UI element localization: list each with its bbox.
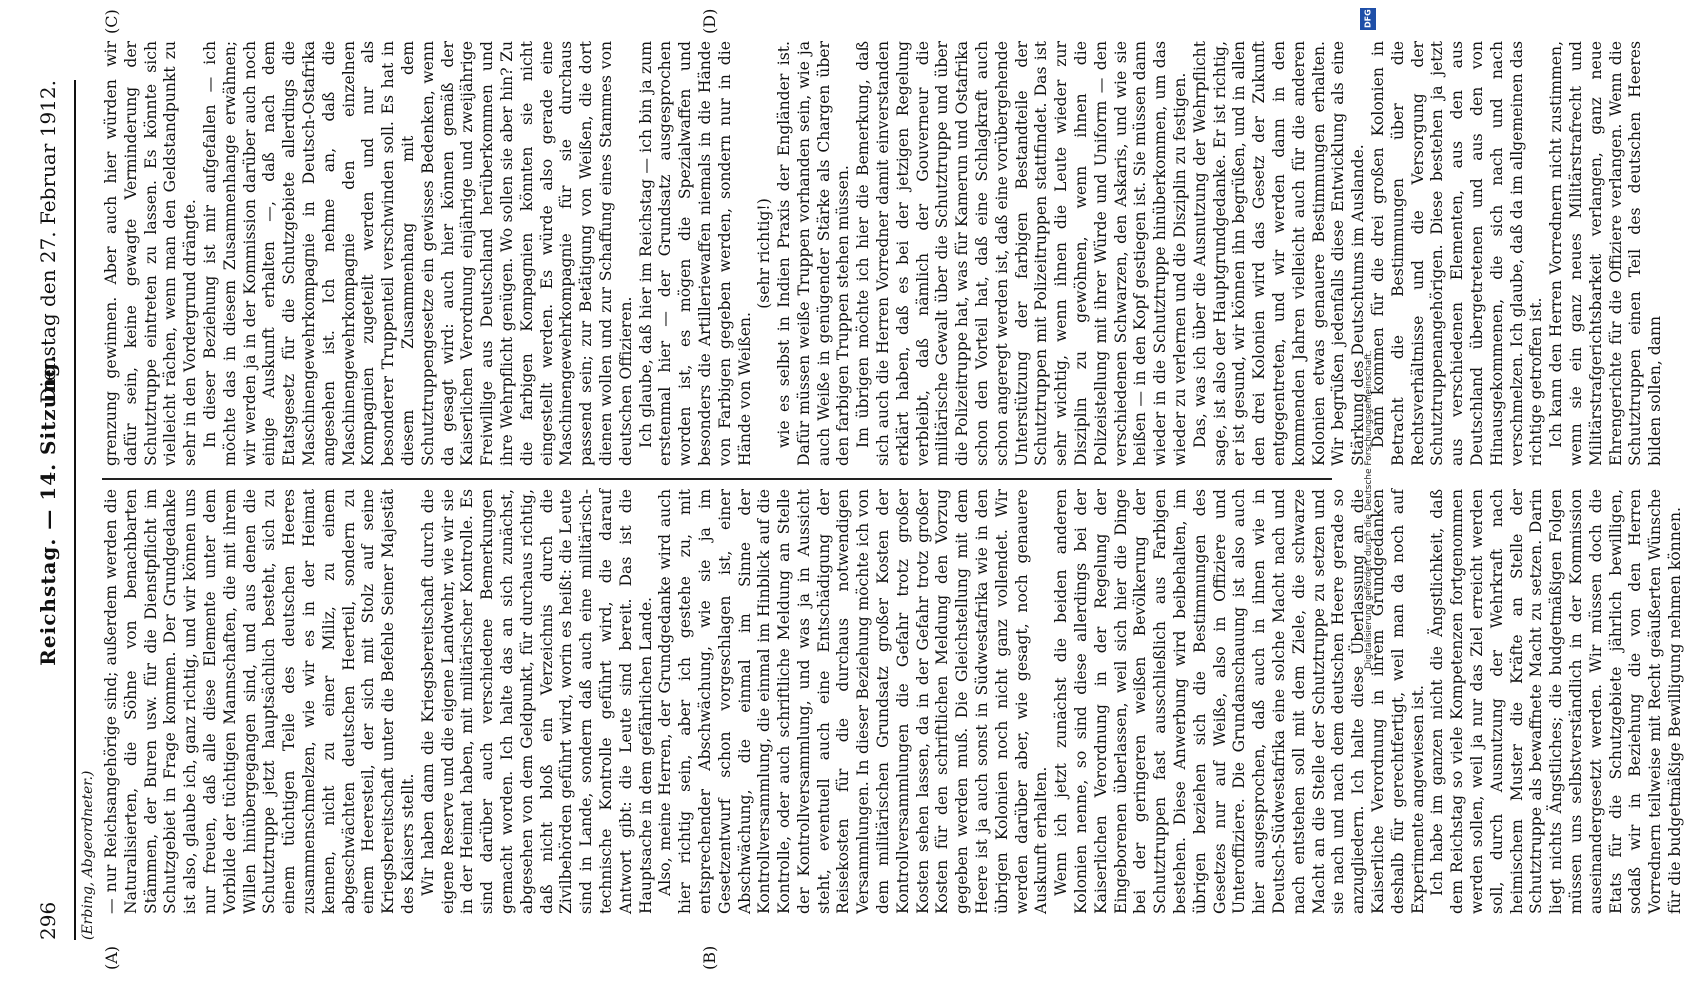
paragraph: Ich habe im ganzen nicht die Ängstlichkeit, daß dem Reichstag so viele Kompetenzen fortgenommen werden sollen, weil ja nur das Ziel erreicht werden soll, durch Ausnutzung der Wehrkraft nach heimischem Muster die Kräfte an Stelle der Schutztruppe als bewaffnete Macht zu setzen. Darin liegt nichts Ängstliches; die budgetmäßigen Folgen müssen uns selbstverständlich in der Kommission auseinandergesetzt werden. Wir müssen doch die Etats für die Schutzgebiete jährlich bewilligen, sodaß wir in Beziehung die von den Herren Vorrednern teilweise mit Recht geäußerten Wünsche für die budgetmäßige Bewilligung nehmen können. (1428, 489, 1684, 914)
page-number: 296 (36, 901, 60, 940)
paragraph: Im übrigen möchte ich hier die Bemerkung, daß sich auch die Herren Vorredner damit einverstanden erklärt haben, daß es bei der jetzigen Regelung verbleibt, daß nämlich der Gouverneur die militärische Gewalt über die Schutztruppe und über die Polizeitruppe hat, was für Kamerun und Ostafrika schon den Vorteil hat, daß eine Schlagkraft auch schon angeregt werden ist, daß eine vorübergehende Unterstützung der farbigen Bestandteile der Schutztruppen mit Polizeitruppen stattfindet. Das ist sehr wichtig, wenn ihnen die Leute wieder zur Disziplin zu gewöhnen, wenn ihnen die Polizeistellung mit ihrer Würde und Uniform — den verschiedenen Schwarzen, den Askaris, und wie sie heißen — in den Kopf gestiegen ist. Sie müssen dann wieder in die Schutztruppe hinüberkommen, um das wieder zu verlernen und die Disziplin zu festigen. (854, 41, 1190, 466)
paragraph: wie es selbst in Indien Praxis der Engländer ist. Dafür müssen weiße Truppen vorhanden sein, wie ja auch Weiße in genügender Stärke als Chargen über den farbigen Truppen stehen müssen. (775, 41, 853, 466)
paragraph: Wir haben dann die Kriegsbereitschaft durch die eigene Reserve und die eigene Landwehr, wie wir sie in der Heimat haben, mit militärischer Kontrolle. Es sind darüber auch verschiedene Bemerkungen gemacht worden. Ich halte das an sich zunächst, abgesehen von dem Geldpunkt, für durchaus richtig, daß nicht bloß ein Verzeichnis durch die Zivilbehörden geführt wird, worin es heißt: die Leute sind in Lande, sondern daß auch eine militärisch-technische Kontrolle geführt wird, die darauf Antwort gibt: die Leute sind bereit. Das ist die Hauptsache in dem gefährlichen Lande. (418, 489, 655, 914)
margin-marker-d: (D) (700, 8, 719, 34)
session-title: Reichstag. — 14. Sitzung. (36, 354, 60, 666)
text-column-right (102, 41, 1665, 466)
paragraph: Ich glaube, daß hier im Reichstag — ich bin ja zum erstenmal hier — der Grundsatz ausgesprochen worden ist, es mögen die Spezialwaffen und besonders die Artilleriewaffen niemals in die Hände von Farbigen gegeben werden, sondern nur in die Hände von Weißen. (636, 41, 754, 466)
paragraph: grenzung gewinnen. Aber auch hier würden wir dafür sein, keine gewagte Verminderung der Schutztruppe eintreten zu lassen. Es könnte sich vielleicht rächen, wenn man den Geldstandpunkt zu sehr in den Vordergrund drängte. (102, 41, 200, 466)
paragraph: — nur Reichsangehörige sind; außerdem werden die Naturalisierten, die Söhne von benachbarten Stämmen, der Buren usw. für die Dienstpflicht im Schutzgebiet in Frage kommen. Der Grundgedanke ist also, glaube ich, ganz richtig, und wir können uns nur freuen, daß alle diese Elemente unter dem Vorbilde der tüchtigen Mannschaften, die mit ihrem Willen hinübergegangen sind, und aus denen die Schutztruppe jetzt hauptsächlich besteht, sich zu einem tüchtigen Teile des deutschen Heeres zusammenschmelzen, wie wir es in der Heimat kennen, nicht zu einer Miliz, zu einem abgeschwächten deutschen Heerteil, sondern zu einem Heeresteil, der sich mit Stolz auf seine Kriegsbereitschaft unter die Befehle Seiner Majestät des Kaisers stellt. (102, 489, 417, 914)
paragraph: Wenn ich jetzt zunächst die beiden anderen Kolonien nenne, so sind diese allerdings bei der Kaiserlichen Verordnung in der Regelung der Eingeborenen überlassen, weil sich hier die Dinge bei der geringeren weißen Bevölkerung der Schutztruppen fast ausschließlich aus Farbigen bestehen. Diese Anwerbung wird beibehalten, im übrigen beziehen sich die Bestimmungen des Gesetzes nur auf Weiße, also in Offiziere und Unteroffiziere. Die Grundanschauung ist also auch hier ausgesprochen, daß auch in ihnen wie in Deutsch-Südwestafrika eine solche Macht nach und nach entstehen soll mit dem Ziele, die schwarze Macht an die Stelle der Schutztruppe zu setzen und sie nach und nach dem deutschen Heere gerade so anzugliedern. Ich halte diese Überlassung an die Kaiserliche Verordnung in ihrem Grundgedanken deshalb für gerechtfertigt, weil man da noch auf Experimente angewiesen ist. (1052, 489, 1427, 914)
dfg-logo: DFG (1360, 8, 1376, 30)
paragraph: Das, was ich über die Ausnutzung der Wehrpflicht sage, ist also der Hauptgrundgedanke. Er ist richtig, er ist gesund, wir können ihn begrüßen, und in allen den drei Kolonien wird das Gesetz der Zukunft entgegentreten, und wir werden dann in den kommenden Jahren vielleicht auch für die anderen Kolonien etwas genauere Bestimmungen erhalten. Wir begrüßen jedenfalls diese Entwicklung als eine Stärkung des Deutschtums im Auslande. (1190, 41, 1368, 466)
column-divider (102, 479, 1332, 481)
margin-marker-b: (B) (700, 945, 719, 970)
paragraph: Ich kann den Herren Vorrednern nicht zustimmen, wenn sie ein ganz neues Militärstrafrecht und Militärstrafgerichtsbarkeit verlangen, ganz neue Ehrengerichte für die Offiziere verlangen. Wenn die Schutztruppen einen Teil des deutschen Heeres bilden sollen, dann (1547, 41, 1665, 466)
digitization-notice: Digitalisierung gefördert durch die Deutsche Forschungsgemeinschaft. (1364, 350, 1374, 670)
margin-marker-c: (C) (102, 9, 121, 34)
paragraph: Also, meine Herren, der Grundgedanke wird auch hier richtig sein, aber ich gestehe zu, mit entsprechender Abschwächung, wie sie ja im Gesetzentwurf schon vorgeschlagen ist, einer Abschwächung, die einmal im Sinne der Kontrollversammlung, die einmal im Hinblick auf die Kontrolle, oder auch schriftliche Meldung an Stelle der Kontrollversammlung, und was ja in Aussicht steht, eventuell auch eine Entschädigung der Reisekosten für die durchaus notwendigen Versammlungen. In dieser Beziehung möchte ich von dem militärischen Grundsatz großer Kosten der Kontrollversammlungen die Gefahr trotz großer Kosten sehen lassen, da in der Gefahr trotz großer Kosten für den schriftlichen Meldung den Vorzug gegeben werden muß. Die Gleichstellung mit dem Heere ist ja auch sonst in Südwestafrika wie in den übrigen Kolonien noch nicht ganz vollendet. Wir werden darüber aber, wie gesagt, noch genauere Auskunft erhalten. (656, 489, 1051, 914)
session-date: Dienstag den 27. Februar 1912. (36, 80, 60, 404)
speaker-line: (Erbing, Abgeordneter.) (80, 770, 96, 940)
page-header (36, 80, 70, 940)
paragraph: Dann kommen für die drei großen Kolonien in Betracht die Bestimmungen über die Rechtsverhältnisse und die Versorgung der Schutztruppenangehörigen. Diese bestehen ja jetzt aus verschiedenen Elementen, aus den aus Deutschland übergetretenen und aus den von Hinausgekommenen, die sich nach und nach verschmelzen. Ich glaube, daß da im allgemeinen das richtige getroffen ist. (1369, 41, 1546, 466)
paragraph: In dieser Beziehung ist mir aufgefallen — ich möchte das in diesem Zusammenhange erwähnen; wir werden ja in der Kommission darüber auch noch einige Auskunft erhalten —, daß nach dem Etatsgesetz für die Schutzgebiete allerdings die Maschinengewehrkompagnie in Deutsch-Ostafrika angesehen ist. Ich nehme an, daß die Maschinengewehrkompagnie den einzelnen Kompagnien zugeteilt werden und nur als besonderer Truppenteil verschwinden soll. Es hat in diesem Zusammenhang mit dem Schutztruppengesetze ein gewisses Bedenken, wenn da gesagt wird: auch hier können gemäß der Kaiserlichen Verordnung einjährige und zweijährige Freiwillige aus Deutschland herüberkommen und ihre Wehrpflicht genügen. Wo sollen sie aber hin? Zu die farbigen Kompagnien könnten sie nicht eingestellt werden. Es würde also gerade eine Maschinengewehrkompagnie für sie durchaus passend sein; zur Betätigung von Weißen, die dort dienen wollen und zur Schaffung eines Stammes von deutschen Offizieren. (200, 41, 635, 466)
paragraph: (sehr richtig!) (755, 198, 774, 309)
margin-marker-a: (A) (102, 945, 121, 970)
header-rule (74, 80, 76, 940)
